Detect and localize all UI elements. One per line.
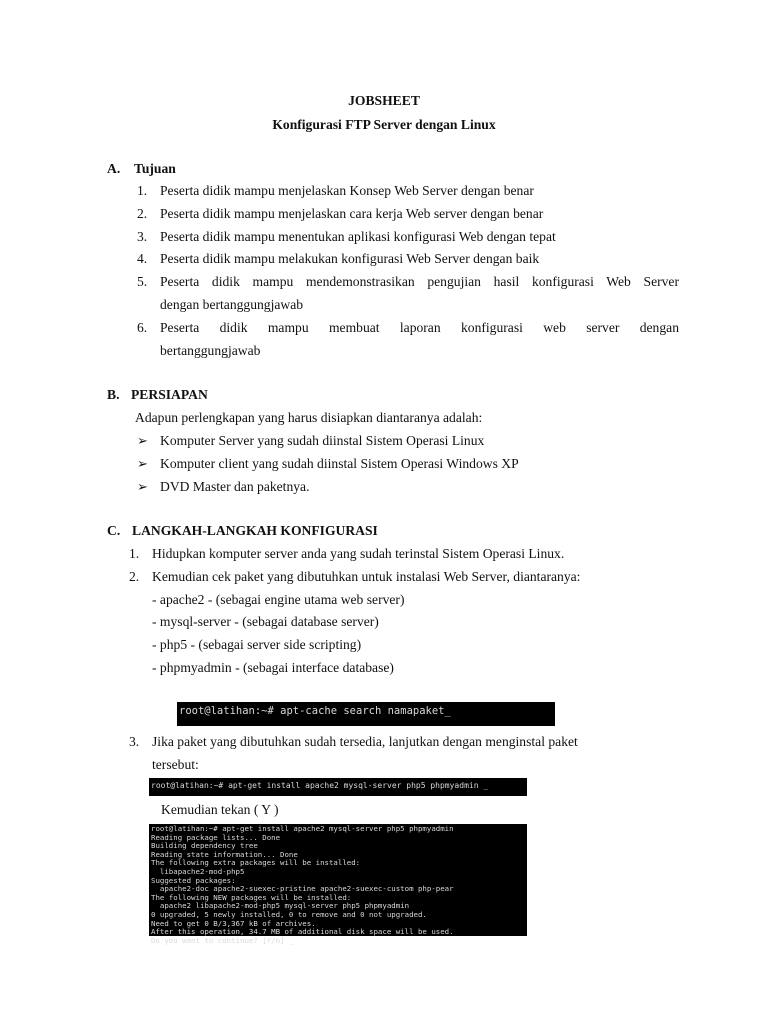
terminal-line: apache2-doc apache2-suexec-pristine apache2-suexec-custom php-pear	[151, 884, 454, 894]
section-b-heading: PERSIAPAN	[131, 387, 208, 402]
terminal-screenshot-search	[177, 702, 555, 726]
terminal-line: The following extra packages will be installed:	[151, 858, 361, 868]
objective-num-6: 6.	[137, 320, 148, 335]
terminal-line: Reading package lists... Done	[151, 832, 281, 842]
arrow-bullet-icon: ➢	[137, 433, 148, 448]
objective-item-6-line1: Peserta didik mampu membuat laporan konfigurasi web server dengan	[160, 320, 679, 335]
terminal-line: apache2 libapache2-mod-php5 mysql-server php5 phpmyadmin	[151, 901, 410, 911]
package-item-apache2: - apache2 - (sebagai engine utama web server)	[152, 592, 405, 607]
objective-item-1: Peserta didik mampu menjelaskan Konsep Web Server dengan benar	[160, 183, 534, 198]
objective-item-6-line2: bertanggungjawab	[160, 343, 261, 358]
section-b-intro: Adapun perlengkapan yang harus disiapkan diantaranya adalah:	[135, 410, 483, 425]
step-1-text: Hidupkan komputer server anda yang sudah terinstal Sistem Operasi Linux.	[152, 546, 565, 561]
objective-item-4: Peserta didik mampu melakukan konfigurasi Web Server dengan baik	[160, 251, 540, 266]
package-item-php5: - php5 - (sebagai server side scripting)	[152, 637, 362, 652]
equipment-item-3: DVD Master dan paketnya.	[160, 479, 310, 494]
arrow-bullet-icon: ➢	[137, 479, 148, 494]
arrow-bullet-icon: ➢	[137, 456, 148, 471]
step-num-1: 1.	[129, 546, 140, 561]
objective-item-2: Peserta didik mampu menjelaskan cara kerja Web server dengan benar	[160, 206, 544, 221]
document-title: JOBSHEET	[348, 93, 420, 108]
section-c-heading: LANGKAH-LANGKAH KONFIGURASI	[132, 523, 378, 538]
terminal-line: Suggested packages:	[151, 875, 236, 885]
press-y-instruction: Kemudian tekan ( Y )	[161, 802, 279, 817]
terminal-line: 0 upgraded, 5 newly installed, 0 to remove and 0 not upgraded.	[151, 909, 427, 919]
section-a-heading: Tujuan	[134, 161, 176, 176]
objective-item-5-line2: dengan bertanggungjawab	[160, 297, 304, 312]
terminal-line: root@latihan:~# apt-cache search namapaket_	[179, 705, 451, 717]
terminal-line: Reading state information... Done	[151, 849, 298, 859]
terminal-line: root@latihan:~# apt-get install apache2 mysql-server php5 phpmyadmin _	[151, 781, 489, 790]
terminal-line: Building dependency tree	[151, 841, 258, 851]
equipment-item-1: Komputer Server yang sudah diinstal Sistem Operasi Linux	[160, 433, 485, 448]
terminal-screenshot-output	[149, 824, 527, 945]
terminal-line: Do you want to continue? [Y/n] _	[151, 935, 294, 945]
objective-num-3: 3.	[137, 229, 148, 244]
objective-item-3: Peserta didik mampu menentukan aplikasi konfigurasi Web dengan tepat	[160, 229, 556, 244]
step-3-text-line1: Jika paket yang dibutuhkan sudah tersedia, lanjutkan dengan menginstal paket	[152, 734, 578, 749]
terminal-line: After this operation, 34.7 MB of additional disk space will be used.	[151, 927, 454, 937]
terminal-line: libapache2-mod-php5	[151, 866, 245, 876]
terminal-line: The following NEW packages will be installed:	[151, 892, 352, 902]
section-c-letter: C.	[107, 523, 121, 538]
objective-num-4: 4.	[137, 251, 148, 266]
objective-num-2: 2.	[137, 206, 148, 221]
equipment-item-2: Komputer client yang sudah diinstal Sistem Operasi Windows XP	[160, 456, 519, 471]
step-num-3: 3.	[129, 734, 140, 749]
terminal-screenshot-install	[149, 778, 527, 796]
section-b-letter: B.	[107, 387, 120, 402]
objective-num-1: 1.	[137, 183, 148, 198]
step-num-2: 2.	[129, 569, 140, 584]
terminal-line: root@latihan:~# apt-get install apache2 mysql-server php5 phpmyadmin	[151, 824, 454, 833]
objective-num-5: 5.	[137, 274, 148, 289]
package-item-phpmyadmin: - phpmyadmin - (sebagai interface database)	[152, 660, 394, 675]
terminal-line: Need to get 0 B/3,367 kB of archives.	[151, 918, 316, 928]
document-subtitle: Konfigurasi FTP Server dengan Linux	[272, 117, 496, 132]
section-a-letter: A.	[107, 161, 121, 176]
objective-item-5-line1: Peserta didik mampu mendemonstrasikan pengujian hasil konfigurasi Web Server	[160, 274, 679, 289]
package-item-mysql: - mysql-server - (sebagai database server)	[152, 614, 379, 629]
step-2-text: Kemudian cek paket yang dibutuhkan untuk instalasi Web Server, diantaranya:	[152, 569, 581, 584]
step-3-text-line2: tersebut:	[152, 757, 199, 772]
